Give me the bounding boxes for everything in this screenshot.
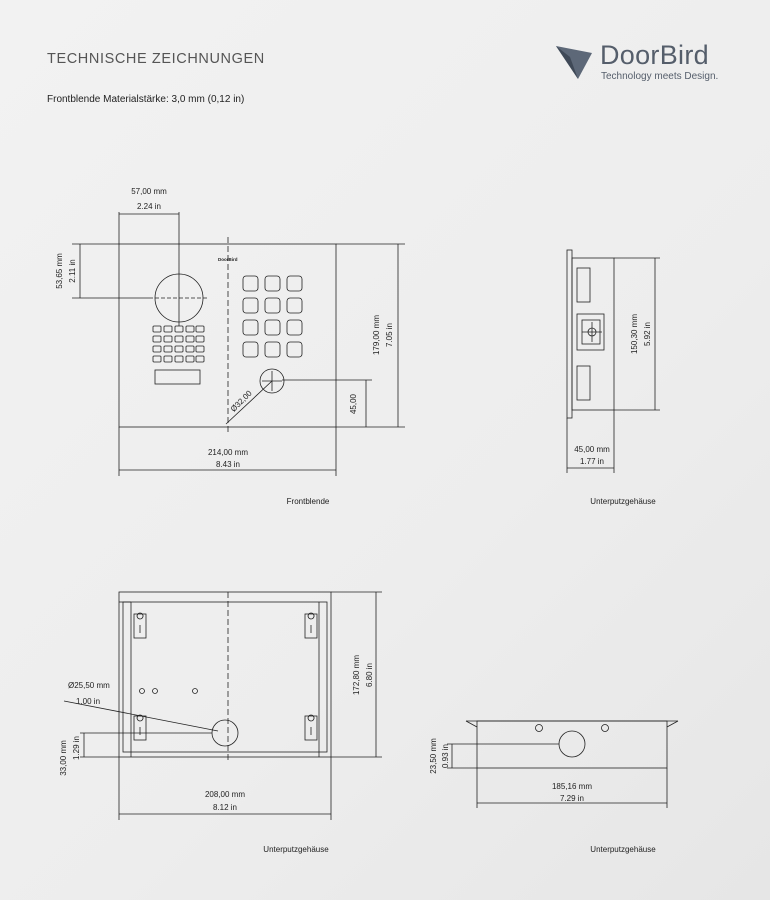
- logo-tagline: Technology meets Design.: [601, 71, 719, 82]
- speaker-grid: [153, 326, 204, 362]
- housing-bottom-in: 1.29 in: [72, 735, 81, 761]
- front-plate-drawing: [72, 212, 405, 476]
- side-view-drawing: [567, 250, 660, 473]
- material-thickness-note: Frontblende Materialstärke: 3,0 mm (0,12 in): [47, 94, 245, 105]
- front-top-in: 2.24 in: [136, 202, 162, 211]
- front-height-mm: 179,00 mm: [372, 314, 381, 356]
- side-height-in: 5.92 in: [643, 321, 652, 347]
- page-title: TECHNISCHE ZEICHNUNGEN: [47, 51, 265, 67]
- front-left-in: 2.11 in: [68, 259, 77, 283]
- bottom-height-in: 0.93 in: [441, 743, 450, 769]
- front-top-mm: 57,00 mm: [131, 187, 167, 196]
- housing-width-mm: 208,00 mm: [204, 790, 246, 799]
- side-height-mm: 150,30 mm: [630, 313, 639, 355]
- front-width-in: 8.43 in: [215, 460, 241, 469]
- front-left-mm: 53,65 mm: [55, 253, 64, 289]
- front-bottom-right-mm: 45,00: [349, 393, 358, 415]
- housing-hole-diameter-in: 1.00 in: [76, 697, 101, 706]
- housing-bottom-mm: 33,00 mm: [59, 740, 68, 776]
- keypad: [243, 276, 302, 357]
- front-hole-diameter: Ø32,00: [228, 388, 254, 414]
- front-plate-outline: [119, 244, 336, 427]
- side-width-in: 1.77 in: [579, 457, 605, 466]
- housing-hole-diameter-mm: Ø25,50 mm: [68, 681, 110, 690]
- bottom-width-in: 7.29 in: [559, 794, 585, 803]
- housing-height-mm: 172,80 mm: [352, 654, 361, 696]
- bottom-width-mm: 185,16 mm: [551, 782, 593, 791]
- housing-front-drawing: [64, 592, 382, 820]
- front-width-mm: 214,00 mm: [207, 448, 249, 457]
- logo-wordmark: DoorBird: [600, 40, 709, 70]
- caption-front-plate: Frontblende: [286, 497, 330, 506]
- bottom-height-mm: 23,50 mm: [429, 738, 438, 774]
- side-width-mm: 45,00 mm: [574, 445, 610, 454]
- front-plate-brand: DoorBird: [218, 257, 238, 262]
- caption-side-view: Unterputzgehäuse: [590, 497, 656, 506]
- caption-housing-front: Unterputzgehäuse: [263, 845, 329, 854]
- front-height-in: 7.05 in: [385, 322, 394, 348]
- housing-width-in: 8.12 in: [212, 803, 238, 812]
- housing-height-in: 6.80 in: [365, 662, 374, 688]
- name-plate: [155, 370, 200, 384]
- caption-housing-bottom: Unterputzgehäuse: [590, 845, 656, 854]
